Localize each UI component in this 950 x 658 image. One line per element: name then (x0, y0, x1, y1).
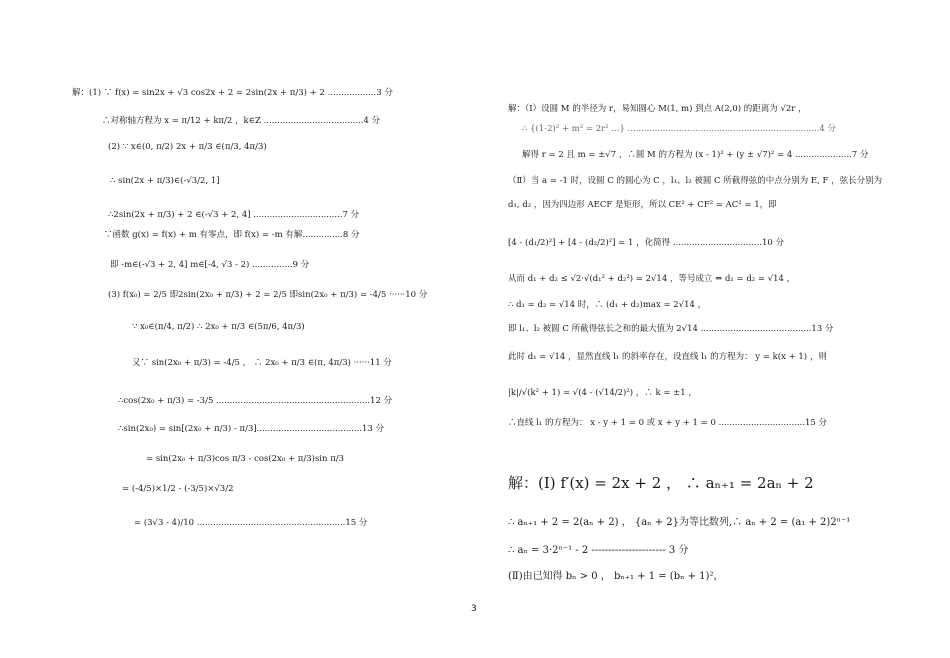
page-number: 3 (471, 604, 477, 614)
right-line-3: 解得 r = 2 且 m = ±√7 ，∴圆 M 的方程为 (x - 1)² + (y ± √7)² = 4 .....................7 分 (522, 150, 869, 160)
right-line-9: 即 l₁、l₂ 被圆 C 所截得弦长之和的最大值为 2√14 .........................................13 分 (508, 324, 834, 334)
left-line-12: ∴sin(2x₀) = sin[(2x₀ + π/3) - π/3].......................................13 分 (118, 424, 385, 434)
right-line-12: ∴直线 l₁ 的方程为： x - y + 1 = 0 或 x + y + 1 = 0 ................................15 分 (508, 418, 828, 428)
right-line-8: ∴ d₁ = d₂ = √14 时，∴ (d₁ + d₂)max = 2√14 ， (508, 300, 707, 310)
left-line-3: (2) ∵ x∈(0, π/2) 2x + π/3 ∈(π/3, 4π/3) (108, 142, 267, 152)
left-line-10: 又∵ sin(2x₀ + π/3) = -4/5 ， ∴ 2x₀ + π/3 ∈(π, 4π/3) ······11 分 (132, 358, 392, 368)
left-line-2: ∴对称轴方程为 x = π/12 + kπ/2 ，k∈Z .....................................4 分 (102, 116, 381, 126)
left-line-4: ∴ sin(2x + π/3)∈(-√3/2, 1] (110, 176, 220, 186)
left-line-1: 解：(1) ∵ f(x) = sin2x + √3 cos2x + 2 = 2sin(2x + π/3) + 2 ..................3 分 (72, 88, 393, 98)
left-line-5: ∴2sin(2x + π/3) + 2 ∈(-√3 + 2, 4] .................................7 分 (108, 210, 360, 220)
right-line-1: 解：（Ⅰ）设圆 M 的半径为 r，易知圆心 M(1, m) 到点 A(2,0) 的距离为 √2r ， (508, 104, 807, 114)
right-line-2: ∴ {(1-2)² + m² = 2r² ...} .......................................................................4 分 (522, 124, 837, 134)
right-line-11: |k|/√(k² + 1) = √(4 - (√14/2)²) ，∴ k = ±1 ， (508, 388, 697, 398)
left-line-6: ∵函数 g(x) = f(x) + m 有零点，即 f(x) = -m 有解...............8 分 (104, 230, 360, 240)
right-line-16: (Ⅱ)由已知得 bₙ > 0 ， bₙ₊₁ + 1 = (bₙ + 1)²， (508, 571, 724, 582)
left-line-13: = sin(2x₀ + π/3)cos π/3 - cos(2x₀ + π/3)sin π/3 (146, 454, 345, 464)
left-line-8: (3) f(x₀) = 2/5 即2sin(2x₀ + π/3) + 2 = 2/5 即sin(2x₀ + π/3) = -4/5 ······10 分 (108, 290, 428, 300)
right-line-5: d₁, d₂ ，因为四边形 AECF 是矩形，所以 CE² + CF² = AC² = 1，即 (508, 200, 777, 210)
left-line-15: = (3√3 - 4)/10 .......................................................15 分 (134, 518, 368, 528)
right-line-10: 此时 d₁ = √14 ，显然直线 l₁ 的斜率存在，设直线 l₁ 的方程为： y = k(x + 1) ，则 (508, 352, 827, 362)
right-line-13: 解：(I) f′(x) = 2x + 2 ， ∴ aₙ₊₁ = 2aₙ + 2 (508, 474, 814, 492)
right-line-7: 从而 d₁ + d₂ ≤ √2·√(d₁² + d₂²) = 2√14 ，等号成立 ⇔ d₁ = d₂ = √14 ， (508, 274, 796, 284)
left-line-7: 即 -m∈(-√3 + 2, 4] m∈[-4, √3 - 2) ...............9 分 (110, 260, 310, 270)
right-line-14: ∴ aₙ₊₁ + 2 = 2(aₙ + 2) ， {aₙ + 2}为等比数列,∴ aₙ + 2 = (a₁ + 2)2ⁿ⁻¹ (508, 517, 851, 528)
left-line-11: ∴cos(2x₀ + π/3) = -3/5 .........................................................12 分 (118, 396, 393, 406)
right-line-15: ∴ aₙ = 3·2ⁿ⁻¹ - 2 ---------------------- 3 分 (508, 545, 689, 556)
right-line-4: （Ⅱ）当 a = -1 时，设圆 C 的圆心为 C ，l₁、l₂ 被圆 C 所截得弦的中点分别为 E, F ，弦长分别为 (508, 176, 883, 186)
right-line-6: [4 - (d₁/2)²] + [4 - (d₂/2)²] = 1 ，化简得 .................................10 分 (508, 238, 784, 248)
left-line-9: ∵ x₀∈(π/4, π/2) ∴ 2x₀ + π/3 ∈(5π/6, 4π/3) (132, 322, 305, 332)
left-line-14: = (-4/5)×1/2 - (-3/5)×√3/2 (122, 484, 234, 494)
